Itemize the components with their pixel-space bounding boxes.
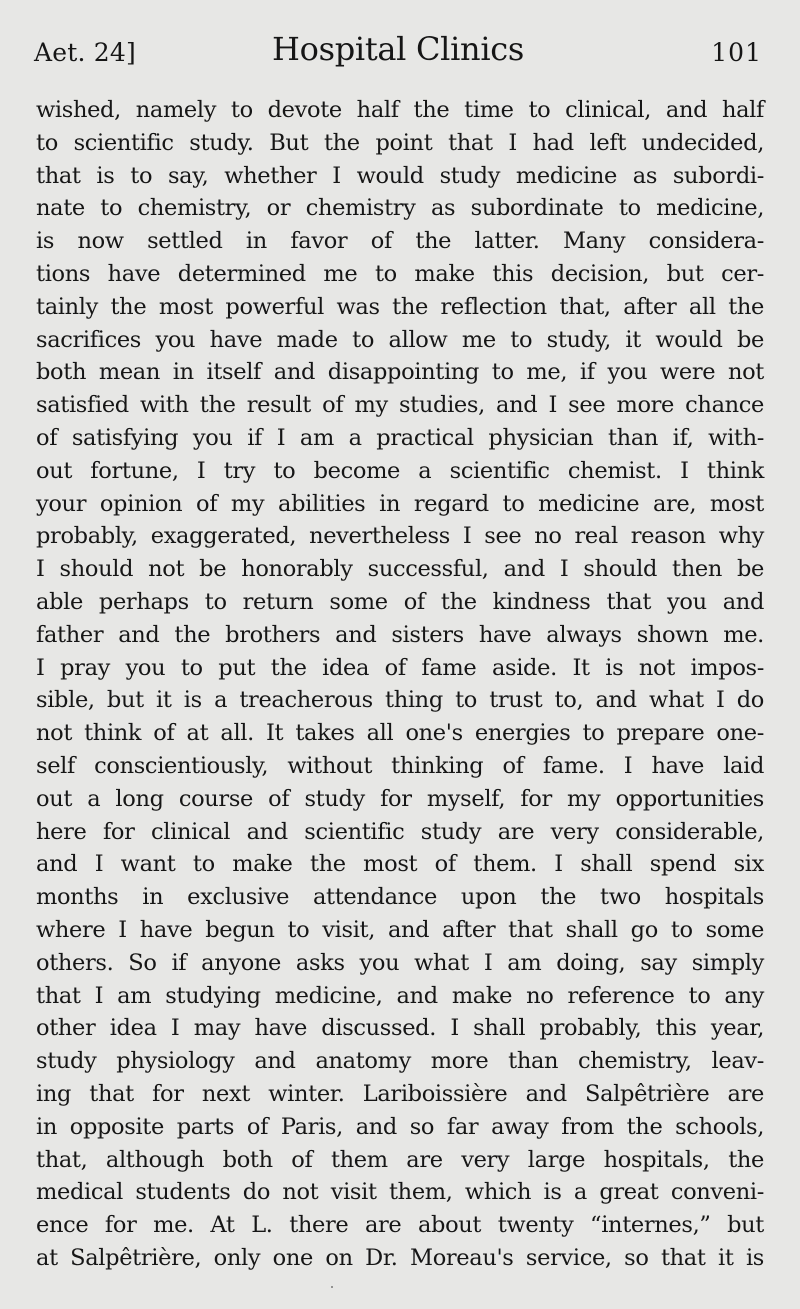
text-line: study physiology and anatomy more than chemistry, leav- bbox=[36, 1048, 764, 1075]
text-line: in opposite parts of Paris, and so far away from the schools, bbox=[36, 1113, 764, 1140]
running-head bbox=[34, 24, 762, 76]
text-line: and I want to make the most of them. I shall spend six bbox=[36, 851, 764, 878]
text-line: sacrifices you have made to allow me to study, it would be bbox=[36, 326, 764, 353]
text-line: at Salpêtrière, only one on Dr. Moreau's service, so that it is bbox=[36, 1244, 764, 1271]
text-line: of satisfying you if I am a practical physician than if, with- bbox=[36, 424, 764, 451]
text-line: where I have begun to visit, and after that shall go to some bbox=[36, 916, 764, 943]
text-line: out a long course of study for myself, for my opportunities bbox=[36, 785, 764, 812]
text-line: self conscientiously, without thinking of fame. I have laid bbox=[36, 752, 764, 779]
text-line: that I am studying medicine, and make no reference to any bbox=[36, 982, 764, 1009]
text-line: other idea I may have discussed. I shall probably, this year, bbox=[36, 1015, 764, 1042]
paper-speck bbox=[331, 1286, 333, 1288]
text-line: not think of at all. It takes all one's energies to prepare one- bbox=[36, 720, 764, 747]
text-line: ing that for next winter. Lariboissière and Salpêtrière are bbox=[36, 1080, 764, 1107]
text-line: here for clinical and scientific study are very considerable, bbox=[36, 818, 764, 845]
page-title: Hospital Clinics bbox=[272, 30, 524, 68]
text-line: that, although both of them are very large hospitals, the bbox=[36, 1146, 764, 1173]
text-line: probably, exaggerated, nevertheless I see no real reason why bbox=[36, 523, 764, 550]
text-line: able perhaps to return some of the kindness that you and bbox=[36, 588, 764, 615]
text-line: I pray you to put the idea of fame aside. It is not impos- bbox=[36, 654, 764, 681]
text-line: both mean in itself and disappointing to me, if you were not bbox=[36, 359, 764, 386]
body-text bbox=[36, 94, 764, 1275]
text-line: ence for me. At L. there are about twenty “internes,” but bbox=[36, 1212, 764, 1239]
text-line: nate to chemistry, or chemistry as subordinate to medicine, bbox=[36, 195, 764, 222]
text-line: wished, namely to devote half the time to clinical, and half bbox=[36, 97, 764, 123]
text-line: your opinion of my abilities in regard to medicine are, most bbox=[36, 490, 764, 517]
text-line: tainly the most powerful was the reflection that, after all the bbox=[36, 293, 764, 320]
text-line: father and the brothers and sisters have always shown me. bbox=[36, 621, 764, 648]
text-line: medical students do not visit them, which is a great conveni- bbox=[36, 1179, 764, 1206]
text-line: tions have determined me to make this decision, but cer- bbox=[36, 260, 764, 287]
text-line: to scientific study. But the point that I had left undecided, bbox=[36, 129, 764, 156]
header-age-marker: Aet. 24] bbox=[34, 38, 136, 67]
text-line: satisfied with the result of my studies, and I see more chance bbox=[36, 392, 764, 419]
text-line: months in exclusive attendance upon the two hospitals bbox=[36, 884, 764, 911]
text-line: others. So if anyone asks you what I am doing, say simply bbox=[36, 949, 764, 976]
text-line: sible, but it is a treacherous thing to trust to, and what I do bbox=[36, 687, 764, 714]
page-number: 101 bbox=[711, 38, 762, 67]
text-line: I should not be honorably successful, and I should then be bbox=[36, 556, 764, 583]
text-line: is now settled in favor of the latter. Many considera- bbox=[36, 228, 764, 255]
text-line: out fortune, I try to become a scientific chemist. I think bbox=[36, 457, 764, 484]
text-line: that is to say, whether I would study medicine as subordi- bbox=[36, 162, 764, 189]
